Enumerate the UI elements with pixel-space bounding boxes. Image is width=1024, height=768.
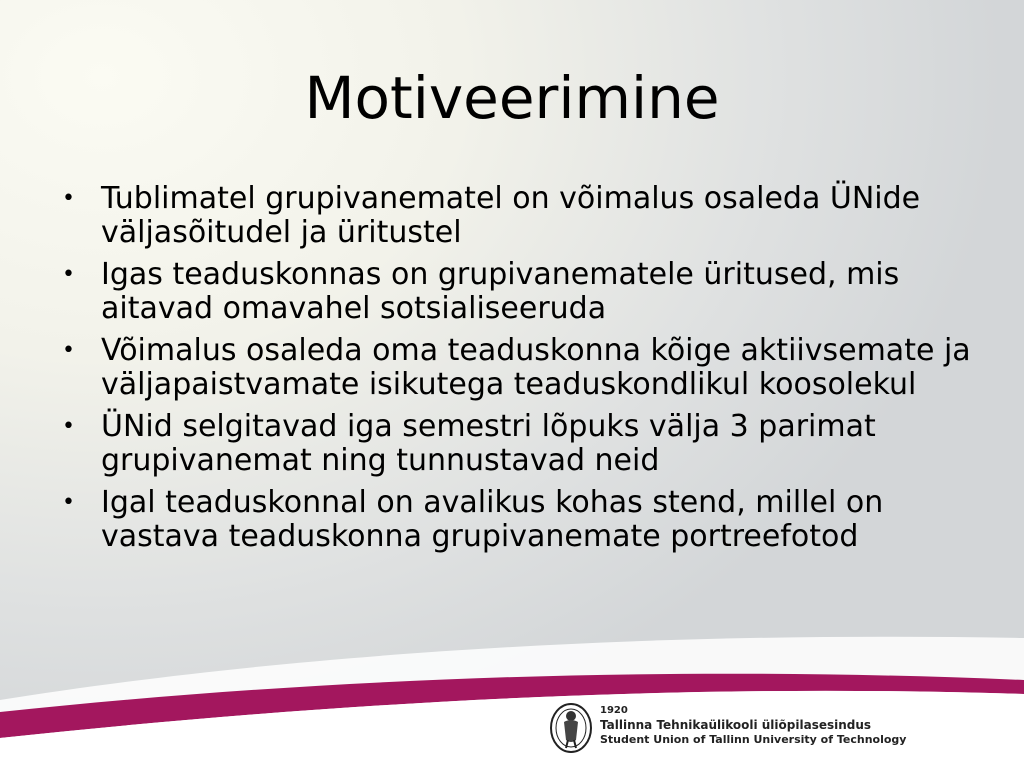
bullet-dot-icon: •	[62, 414, 75, 439]
bullet-dot-icon: •	[62, 490, 75, 515]
bullet-dot-icon: •	[62, 338, 75, 363]
footer-org-name-et: Tallinna Tehnikaülikooli üliõpilasesindus	[600, 718, 872, 732]
bullet-item	[62, 410, 982, 478]
bullet-text: Tublimatel grupivanematel on võimalus osaleda ÜNide väljasõitudel ja üritustel	[101, 181, 921, 250]
bullet-item	[62, 334, 982, 402]
footer-org-text	[600, 704, 906, 747]
bullet-text: Igal teaduskonnal on avalikus kohas stend, millel on vastava teaduskonna grupivanemate portreefotod	[101, 485, 884, 554]
student-union-emblem-icon	[548, 700, 594, 754]
bullet-item	[62, 258, 982, 326]
bullet-text: Igas teaduskonnas on grupivanematele üritused, mis aitavad omavahel sotsialiseeruda	[101, 257, 900, 326]
bullet-text: Võimalus osaleda oma teaduskonna kõige aktiivsemate ja väljapaistvamate isikutega teaduskondlikul koosolekul	[101, 333, 971, 402]
bullet-dot-icon: •	[62, 262, 75, 287]
footer-org-name-en: Student Union of Tallinn University of Technology	[600, 733, 907, 746]
bullet-item	[62, 486, 982, 554]
footer-year: 1920	[600, 705, 628, 716]
bullet-dot-icon: •	[62, 186, 75, 211]
bullet-text: ÜNid selgitavad iga semestri lõpuks välja 3 parimat grupivanemat ning tunnustavad neid	[101, 409, 876, 478]
slide-title: Motiveerimine	[304, 64, 720, 132]
bullet-list	[62, 182, 982, 562]
bullet-item	[62, 182, 982, 250]
